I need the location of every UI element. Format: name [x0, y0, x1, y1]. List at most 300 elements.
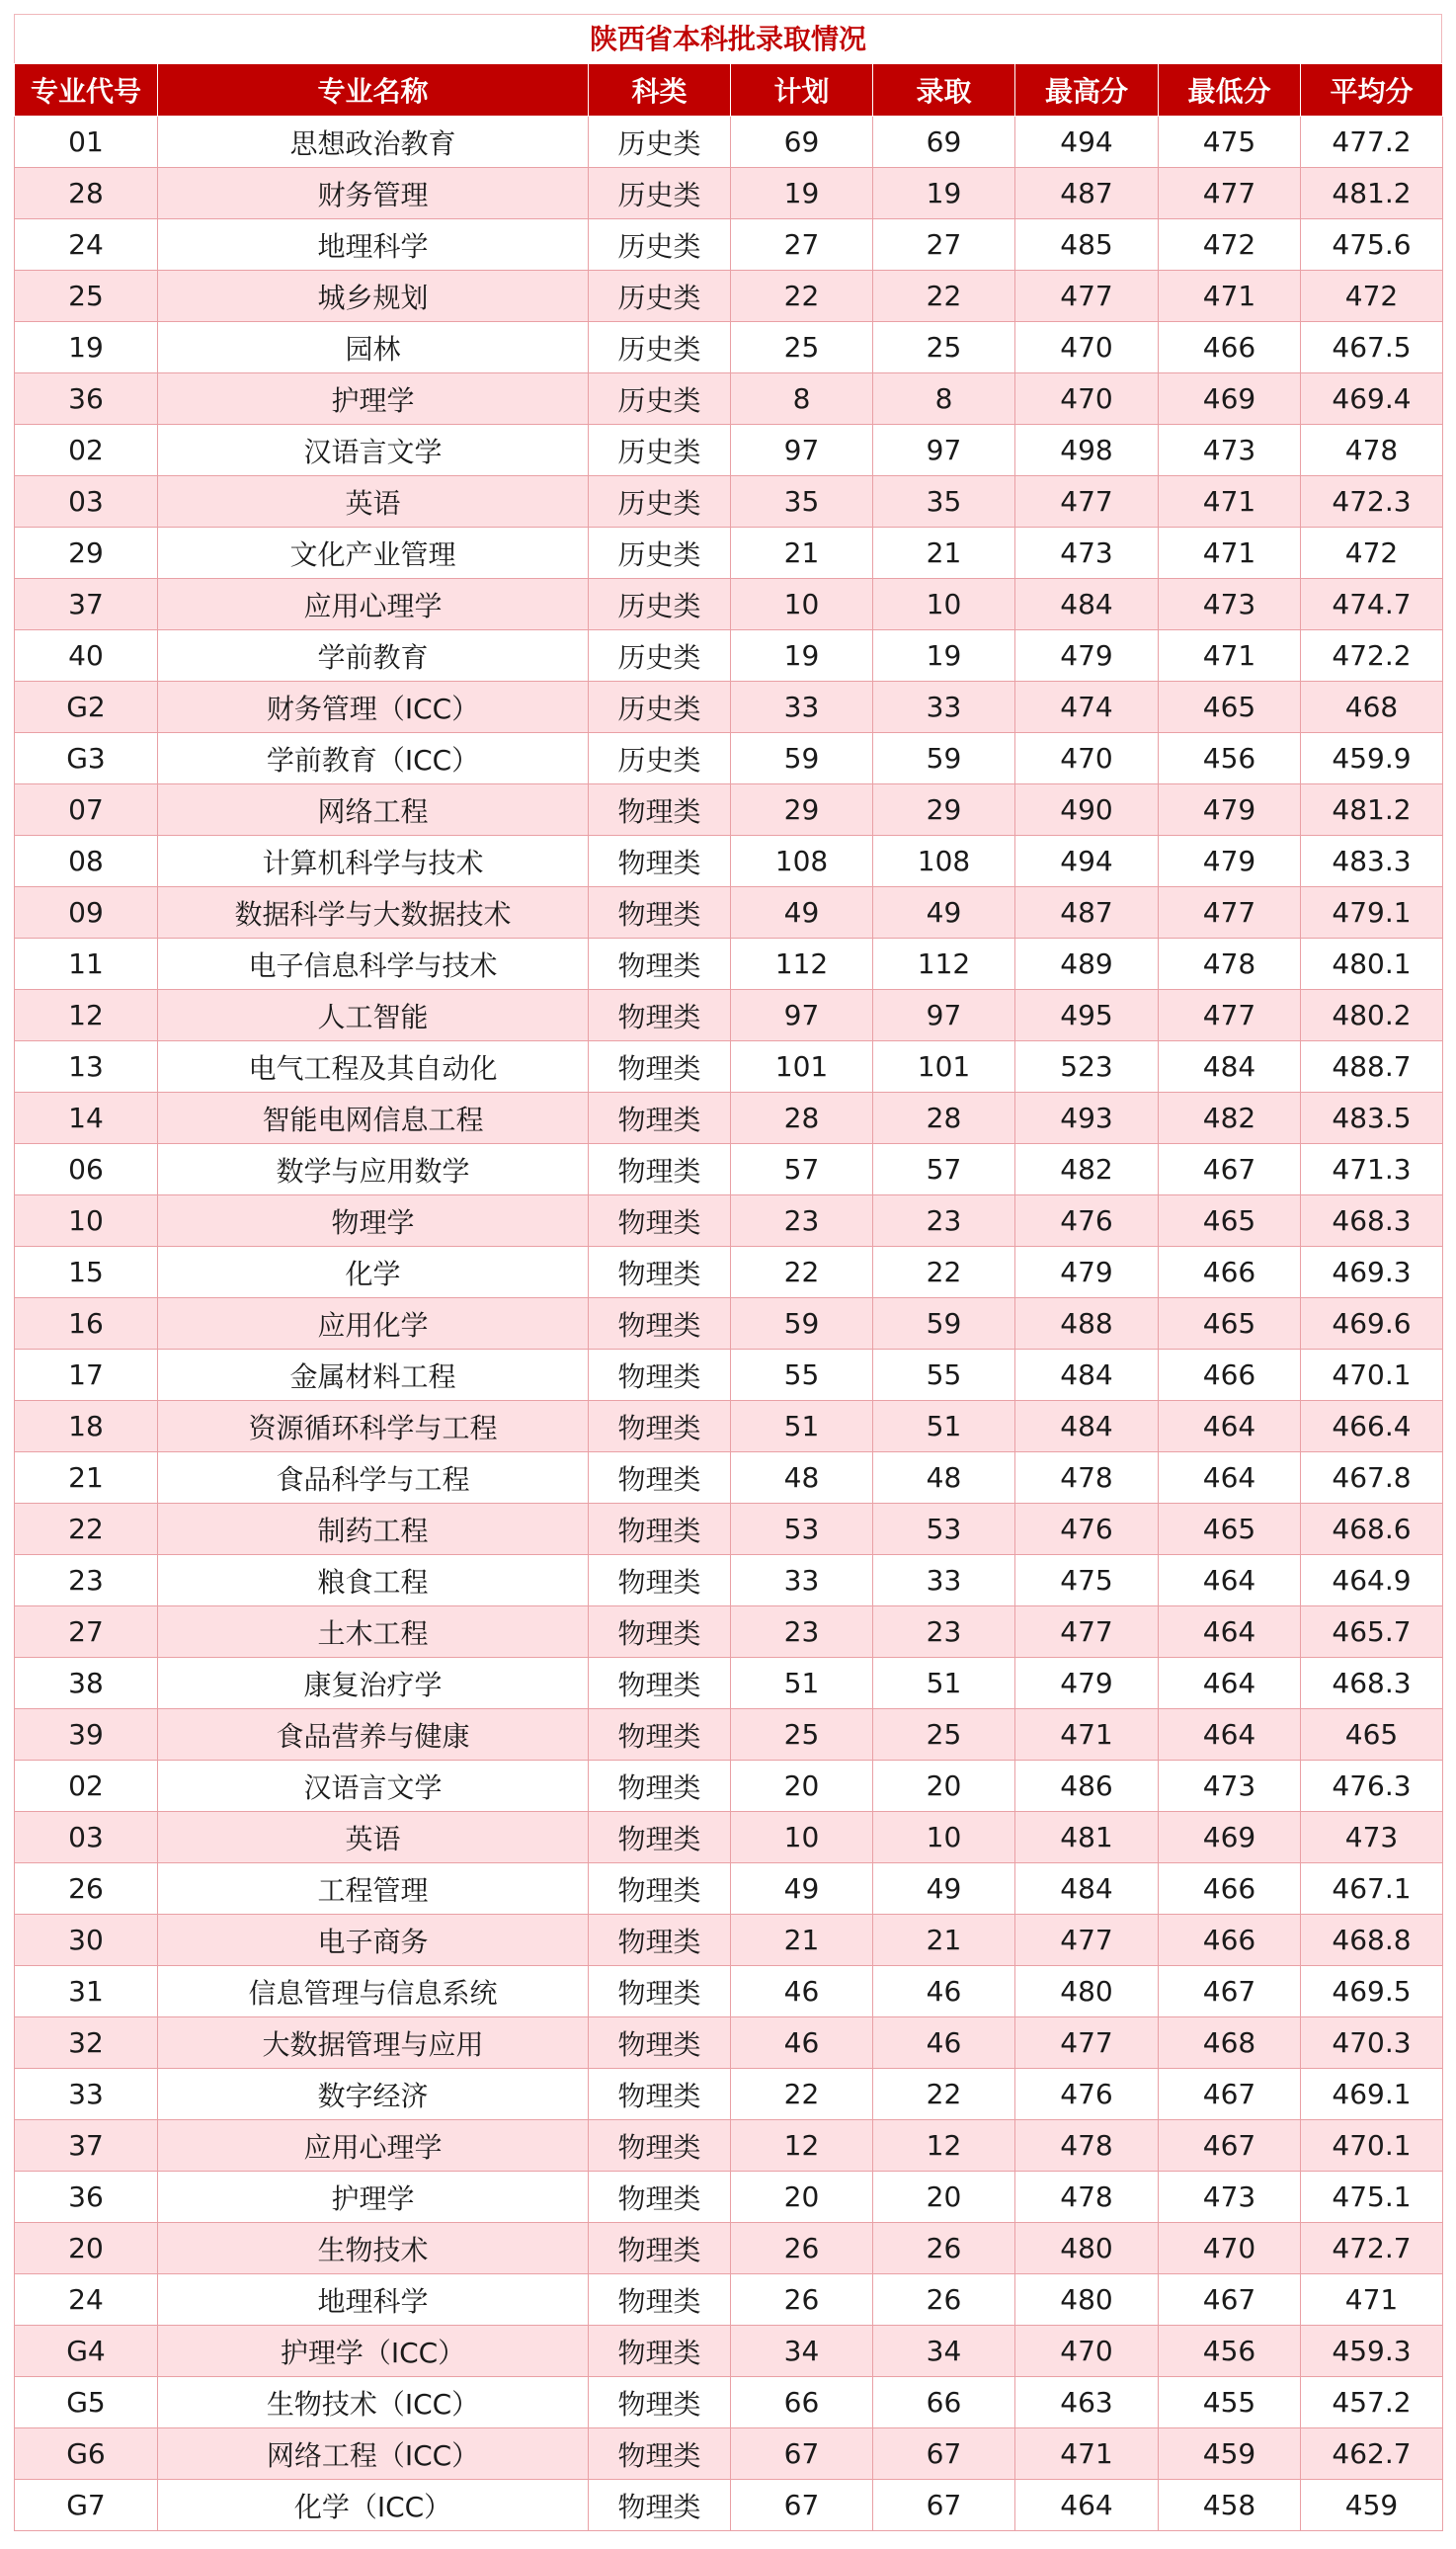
admitted-cell: 20 — [873, 1761, 1015, 1812]
major-code-cell: 24 — [15, 2274, 158, 2326]
major-code-cell: 39 — [15, 1709, 158, 1761]
major-name-cell: 信息管理与信息系统 — [158, 1966, 589, 2017]
admitted-cell: 112 — [873, 939, 1015, 990]
admitted-cell: 33 — [873, 1555, 1015, 1606]
major-code-cell: 19 — [15, 322, 158, 373]
min-score-cell: 464 — [1159, 1606, 1301, 1658]
table-row — [15, 990, 1443, 1041]
avg-score-cell: 468.3 — [1301, 1658, 1443, 1709]
avg-score-cell: 483.5 — [1301, 1093, 1443, 1144]
major-code-cell: G6 — [15, 2428, 158, 2480]
plan-cell: 19 — [731, 168, 873, 219]
major-name-cell: 思想政治教育 — [158, 117, 589, 168]
header-major-name: 专业名称 — [158, 64, 589, 117]
admitted-cell: 66 — [873, 2377, 1015, 2428]
max-score-cell: 463 — [1015, 2377, 1159, 2428]
plan-cell: 25 — [731, 322, 873, 373]
max-score-cell: 470 — [1015, 322, 1159, 373]
plan-cell: 101 — [731, 1041, 873, 1093]
table-row — [15, 1761, 1443, 1812]
min-score-cell: 456 — [1159, 733, 1301, 784]
max-score-cell: 493 — [1015, 1093, 1159, 1144]
max-score-cell: 480 — [1015, 2274, 1159, 2326]
category-cell: 物理类 — [589, 1247, 731, 1298]
table-row — [15, 117, 1443, 168]
table-row — [15, 1812, 1443, 1863]
table-row — [15, 528, 1443, 579]
table-row — [15, 1966, 1443, 2017]
avg-score-cell: 462.7 — [1301, 2428, 1443, 2480]
max-score-cell: 473 — [1015, 528, 1159, 579]
table-row — [15, 1041, 1443, 1093]
category-cell: 物理类 — [589, 1093, 731, 1144]
max-score-cell: 487 — [1015, 168, 1159, 219]
max-score-cell: 479 — [1015, 1658, 1159, 1709]
avg-score-cell: 468.8 — [1301, 1915, 1443, 1966]
plan-cell: 26 — [731, 2223, 873, 2274]
table-row — [15, 1144, 1443, 1195]
major-code-cell: 09 — [15, 887, 158, 939]
major-code-cell: 13 — [15, 1041, 158, 1093]
admitted-cell: 46 — [873, 2017, 1015, 2069]
category-cell: 物理类 — [589, 1915, 731, 1966]
major-name-cell: 金属材料工程 — [158, 1350, 589, 1401]
avg-score-cell: 470.1 — [1301, 1350, 1443, 1401]
min-score-cell: 466 — [1159, 1915, 1301, 1966]
admitted-cell: 51 — [873, 1658, 1015, 1709]
major-code-cell: 28 — [15, 168, 158, 219]
max-score-cell: 484 — [1015, 1863, 1159, 1915]
max-score-cell: 489 — [1015, 939, 1159, 990]
table-body — [15, 117, 1443, 2531]
max-score-cell: 481 — [1015, 1812, 1159, 1863]
min-score-cell: 479 — [1159, 784, 1301, 836]
category-cell: 物理类 — [589, 2017, 731, 2069]
category-cell: 历史类 — [589, 425, 731, 476]
min-score-cell: 477 — [1159, 990, 1301, 1041]
major-name-cell: 园林 — [158, 322, 589, 373]
category-cell: 物理类 — [589, 2069, 731, 2120]
table-row — [15, 630, 1443, 682]
avg-score-cell: 483.3 — [1301, 836, 1443, 887]
table-row — [15, 2480, 1443, 2531]
category-cell: 历史类 — [589, 322, 731, 373]
min-score-cell: 471 — [1159, 271, 1301, 322]
plan-cell: 26 — [731, 2274, 873, 2326]
table-row — [15, 939, 1443, 990]
table-row — [15, 2326, 1443, 2377]
plan-cell: 22 — [731, 1247, 873, 1298]
major-name-cell: 财务管理（ICC） — [158, 682, 589, 733]
table-row — [15, 2120, 1443, 2172]
table-row — [15, 219, 1443, 271]
table-row — [15, 1504, 1443, 1555]
max-score-cell: 479 — [1015, 1247, 1159, 1298]
table-row — [15, 373, 1443, 425]
avg-score-cell: 471 — [1301, 2274, 1443, 2326]
plan-cell: 97 — [731, 425, 873, 476]
plan-cell: 12 — [731, 2120, 873, 2172]
admitted-cell: 108 — [873, 836, 1015, 887]
table-row — [15, 2017, 1443, 2069]
avg-score-cell: 459 — [1301, 2480, 1443, 2531]
min-score-cell: 466 — [1159, 322, 1301, 373]
category-cell: 物理类 — [589, 2120, 731, 2172]
major-name-cell: 护理学（ICC） — [158, 2326, 589, 2377]
major-code-cell: 02 — [15, 425, 158, 476]
max-score-cell: 484 — [1015, 579, 1159, 630]
header-max-score: 最高分 — [1015, 64, 1159, 117]
category-cell: 历史类 — [589, 219, 731, 271]
min-score-cell: 472 — [1159, 219, 1301, 271]
admitted-cell: 10 — [873, 579, 1015, 630]
major-code-cell: G2 — [15, 682, 158, 733]
table-row — [15, 2274, 1443, 2326]
major-code-cell: 23 — [15, 1555, 158, 1606]
admitted-cell: 19 — [873, 168, 1015, 219]
admitted-cell: 23 — [873, 1606, 1015, 1658]
major-code-cell: G3 — [15, 733, 158, 784]
major-name-cell: 数学与应用数学 — [158, 1144, 589, 1195]
table-row — [15, 784, 1443, 836]
admitted-cell: 59 — [873, 1298, 1015, 1350]
plan-cell: 67 — [731, 2428, 873, 2480]
max-score-cell: 498 — [1015, 425, 1159, 476]
min-score-cell: 464 — [1159, 1401, 1301, 1452]
avg-score-cell: 472 — [1301, 271, 1443, 322]
plan-cell: 34 — [731, 2326, 873, 2377]
category-cell: 物理类 — [589, 1812, 731, 1863]
major-name-cell: 生物技术（ICC） — [158, 2377, 589, 2428]
min-score-cell: 465 — [1159, 1195, 1301, 1247]
category-cell: 物理类 — [589, 2274, 731, 2326]
max-score-cell: 471 — [1015, 1709, 1159, 1761]
major-name-cell: 电子信息科学与技术 — [158, 939, 589, 990]
min-score-cell: 477 — [1159, 887, 1301, 939]
avg-score-cell: 472 — [1301, 528, 1443, 579]
major-code-cell: 11 — [15, 939, 158, 990]
min-score-cell: 467 — [1159, 2274, 1301, 2326]
header-plan: 计划 — [731, 64, 873, 117]
avg-score-cell: 469.1 — [1301, 2069, 1443, 2120]
major-code-cell: 32 — [15, 2017, 158, 2069]
major-code-cell: 24 — [15, 219, 158, 271]
avg-score-cell: 473 — [1301, 1812, 1443, 1863]
plan-cell: 46 — [731, 1966, 873, 2017]
major-code-cell: G5 — [15, 2377, 158, 2428]
category-cell: 物理类 — [589, 2480, 731, 2531]
major-code-cell: 01 — [15, 117, 158, 168]
category-cell: 历史类 — [589, 682, 731, 733]
category-cell: 物理类 — [589, 1606, 731, 1658]
plan-cell: 22 — [731, 2069, 873, 2120]
min-score-cell: 459 — [1159, 2428, 1301, 2480]
plan-cell: 33 — [731, 682, 873, 733]
min-score-cell: 464 — [1159, 1658, 1301, 1709]
avg-score-cell: 472.3 — [1301, 476, 1443, 528]
admitted-cell: 23 — [873, 1195, 1015, 1247]
max-score-cell: 464 — [1015, 2480, 1159, 2531]
avg-score-cell: 475.1 — [1301, 2172, 1443, 2223]
max-score-cell: 477 — [1015, 2017, 1159, 2069]
header-min-score: 最低分 — [1159, 64, 1301, 117]
table-row — [15, 1195, 1443, 1247]
major-name-cell: 智能电网信息工程 — [158, 1093, 589, 1144]
major-code-cell: 02 — [15, 1761, 158, 1812]
min-score-cell: 465 — [1159, 1298, 1301, 1350]
min-score-cell: 473 — [1159, 2172, 1301, 2223]
plan-cell: 49 — [731, 887, 873, 939]
admitted-cell: 48 — [873, 1452, 1015, 1504]
min-score-cell: 465 — [1159, 682, 1301, 733]
major-code-cell: 33 — [15, 2069, 158, 2120]
admitted-cell: 55 — [873, 1350, 1015, 1401]
max-score-cell: 471 — [1015, 2428, 1159, 2480]
table-row — [15, 1915, 1443, 1966]
category-cell: 物理类 — [589, 1452, 731, 1504]
category-cell: 物理类 — [589, 939, 731, 990]
min-score-cell: 466 — [1159, 1863, 1301, 1915]
admitted-cell: 21 — [873, 1915, 1015, 1966]
major-name-cell: 英语 — [158, 476, 589, 528]
min-score-cell: 455 — [1159, 2377, 1301, 2428]
category-cell: 物理类 — [589, 1195, 731, 1247]
avg-score-cell: 467.5 — [1301, 322, 1443, 373]
category-cell: 历史类 — [589, 476, 731, 528]
table-row — [15, 887, 1443, 939]
major-code-cell: 03 — [15, 476, 158, 528]
major-name-cell: 应用心理学 — [158, 2120, 589, 2172]
header-major-code: 专业代号 — [15, 64, 158, 117]
min-score-cell: 469 — [1159, 1812, 1301, 1863]
min-score-cell: 475 — [1159, 117, 1301, 168]
avg-score-cell: 481.2 — [1301, 784, 1443, 836]
admitted-cell: 25 — [873, 322, 1015, 373]
table-row — [15, 322, 1443, 373]
major-code-cell: 22 — [15, 1504, 158, 1555]
major-code-cell: 37 — [15, 579, 158, 630]
major-name-cell: 生物技术 — [158, 2223, 589, 2274]
sheet-title: 陕西省本科批录取情况 — [14, 14, 1442, 63]
admitted-cell: 67 — [873, 2428, 1015, 2480]
avg-score-cell: 470.1 — [1301, 2120, 1443, 2172]
plan-cell: 23 — [731, 1195, 873, 1247]
major-code-cell: 12 — [15, 990, 158, 1041]
max-score-cell: 476 — [1015, 2069, 1159, 2120]
major-name-cell: 英语 — [158, 1812, 589, 1863]
plan-cell: 10 — [731, 579, 873, 630]
avg-score-cell: 470.3 — [1301, 2017, 1443, 2069]
plan-cell: 19 — [731, 630, 873, 682]
avg-score-cell: 467.8 — [1301, 1452, 1443, 1504]
min-score-cell: 458 — [1159, 2480, 1301, 2531]
major-name-cell: 文化产业管理 — [158, 528, 589, 579]
major-code-cell: 37 — [15, 2120, 158, 2172]
category-cell: 历史类 — [589, 733, 731, 784]
category-cell: 历史类 — [589, 117, 731, 168]
avg-score-cell: 472.2 — [1301, 630, 1443, 682]
avg-score-cell: 480.2 — [1301, 990, 1443, 1041]
major-name-cell: 网络工程（ICC） — [158, 2428, 589, 2480]
major-code-cell: 03 — [15, 1812, 158, 1863]
table-row — [15, 425, 1443, 476]
avg-score-cell: 459.3 — [1301, 2326, 1443, 2377]
admitted-cell: 35 — [873, 476, 1015, 528]
category-cell: 物理类 — [589, 1555, 731, 1606]
admitted-cell: 25 — [873, 1709, 1015, 1761]
admitted-cell: 51 — [873, 1401, 1015, 1452]
avg-score-cell: 468.3 — [1301, 1195, 1443, 1247]
plan-cell: 57 — [731, 1144, 873, 1195]
max-score-cell: 487 — [1015, 887, 1159, 939]
max-score-cell: 490 — [1015, 784, 1159, 836]
min-score-cell: 473 — [1159, 579, 1301, 630]
min-score-cell: 469 — [1159, 373, 1301, 425]
min-score-cell: 464 — [1159, 1452, 1301, 1504]
plan-cell: 59 — [731, 733, 873, 784]
major-name-cell: 土木工程 — [158, 1606, 589, 1658]
category-cell: 历史类 — [589, 528, 731, 579]
admitted-cell: 22 — [873, 271, 1015, 322]
header-avg-score: 平均分 — [1301, 64, 1443, 117]
plan-cell: 29 — [731, 784, 873, 836]
admitted-cell: 53 — [873, 1504, 1015, 1555]
table-row — [15, 2172, 1443, 2223]
max-score-cell: 488 — [1015, 1298, 1159, 1350]
admitted-cell: 29 — [873, 784, 1015, 836]
admission-sheet — [14, 14, 1442, 2531]
major-name-cell: 粮食工程 — [158, 1555, 589, 1606]
header-admitted: 录取 — [873, 64, 1015, 117]
major-name-cell: 城乡规划 — [158, 271, 589, 322]
category-cell: 物理类 — [589, 2326, 731, 2377]
category-cell: 物理类 — [589, 2223, 731, 2274]
plan-cell: 108 — [731, 836, 873, 887]
table-row — [15, 1709, 1443, 1761]
min-score-cell: 456 — [1159, 2326, 1301, 2377]
category-cell: 物理类 — [589, 2172, 731, 2223]
table-row — [15, 1658, 1443, 1709]
min-score-cell: 470 — [1159, 2223, 1301, 2274]
admitted-cell: 67 — [873, 2480, 1015, 2531]
avg-score-cell: 481.2 — [1301, 168, 1443, 219]
major-code-cell: 27 — [15, 1606, 158, 1658]
avg-score-cell: 457.2 — [1301, 2377, 1443, 2428]
major-code-cell: 31 — [15, 1966, 158, 2017]
category-cell: 物理类 — [589, 1863, 731, 1915]
major-code-cell: 14 — [15, 1093, 158, 1144]
admission-table — [14, 63, 1443, 2531]
plan-cell: 51 — [731, 1658, 873, 1709]
table-row — [15, 476, 1443, 528]
major-name-cell: 应用化学 — [158, 1298, 589, 1350]
max-score-cell: 479 — [1015, 630, 1159, 682]
plan-cell: 97 — [731, 990, 873, 1041]
max-score-cell: 477 — [1015, 1606, 1159, 1658]
header-row — [15, 64, 1443, 117]
avg-score-cell: 464.9 — [1301, 1555, 1443, 1606]
major-code-cell: 36 — [15, 2172, 158, 2223]
plan-cell: 22 — [731, 271, 873, 322]
major-code-cell: 26 — [15, 1863, 158, 1915]
plan-cell: 59 — [731, 1298, 873, 1350]
table-row — [15, 1093, 1443, 1144]
plan-cell: 112 — [731, 939, 873, 990]
major-name-cell: 化学 — [158, 1247, 589, 1298]
major-name-cell: 应用心理学 — [158, 579, 589, 630]
category-cell: 物理类 — [589, 887, 731, 939]
table-row — [15, 271, 1443, 322]
plan-cell: 28 — [731, 1093, 873, 1144]
category-cell: 物理类 — [589, 1041, 731, 1093]
min-score-cell: 464 — [1159, 1709, 1301, 1761]
category-cell: 物理类 — [589, 1144, 731, 1195]
avg-score-cell: 469.3 — [1301, 1247, 1443, 1298]
min-score-cell: 466 — [1159, 1350, 1301, 1401]
avg-score-cell: 469.5 — [1301, 1966, 1443, 2017]
plan-cell: 46 — [731, 2017, 873, 2069]
avg-score-cell: 465.7 — [1301, 1606, 1443, 1658]
avg-score-cell: 474.7 — [1301, 579, 1443, 630]
major-name-cell: 食品营养与健康 — [158, 1709, 589, 1761]
major-name-cell: 食品科学与工程 — [158, 1452, 589, 1504]
max-score-cell: 470 — [1015, 733, 1159, 784]
category-cell: 物理类 — [589, 1966, 731, 2017]
category-cell: 物理类 — [589, 836, 731, 887]
avg-score-cell: 469.6 — [1301, 1298, 1443, 1350]
major-code-cell: 15 — [15, 1247, 158, 1298]
min-score-cell: 467 — [1159, 1144, 1301, 1195]
max-score-cell: 484 — [1015, 1350, 1159, 1401]
plan-cell: 21 — [731, 1915, 873, 1966]
admitted-cell: 12 — [873, 2120, 1015, 2172]
max-score-cell: 480 — [1015, 1966, 1159, 2017]
major-name-cell: 汉语言文学 — [158, 425, 589, 476]
major-code-cell: 29 — [15, 528, 158, 579]
table-row — [15, 1606, 1443, 1658]
min-score-cell: 484 — [1159, 1041, 1301, 1093]
major-name-cell: 学前教育（ICC） — [158, 733, 589, 784]
major-code-cell: 20 — [15, 2223, 158, 2274]
category-cell: 物理类 — [589, 1709, 731, 1761]
table-row — [15, 1863, 1443, 1915]
admitted-cell: 20 — [873, 2172, 1015, 2223]
max-score-cell: 476 — [1015, 1504, 1159, 1555]
table-row — [15, 1298, 1443, 1350]
admitted-cell: 21 — [873, 528, 1015, 579]
major-name-cell: 学前教育 — [158, 630, 589, 682]
max-score-cell: 478 — [1015, 1452, 1159, 1504]
min-score-cell: 473 — [1159, 425, 1301, 476]
avg-score-cell: 488.7 — [1301, 1041, 1443, 1093]
min-score-cell: 468 — [1159, 2017, 1301, 2069]
avg-score-cell: 479.1 — [1301, 887, 1443, 939]
major-name-cell: 大数据管理与应用 — [158, 2017, 589, 2069]
avg-score-cell: 480.1 — [1301, 939, 1443, 990]
plan-cell: 27 — [731, 219, 873, 271]
avg-score-cell: 459.9 — [1301, 733, 1443, 784]
major-code-cell: 21 — [15, 1452, 158, 1504]
major-name-cell: 康复治疗学 — [158, 1658, 589, 1709]
admitted-cell: 57 — [873, 1144, 1015, 1195]
major-code-cell: 17 — [15, 1350, 158, 1401]
major-code-cell: 16 — [15, 1298, 158, 1350]
category-cell: 历史类 — [589, 579, 731, 630]
table-row — [15, 2377, 1443, 2428]
major-code-cell: 40 — [15, 630, 158, 682]
category-cell: 物理类 — [589, 1401, 731, 1452]
min-score-cell: 479 — [1159, 836, 1301, 887]
